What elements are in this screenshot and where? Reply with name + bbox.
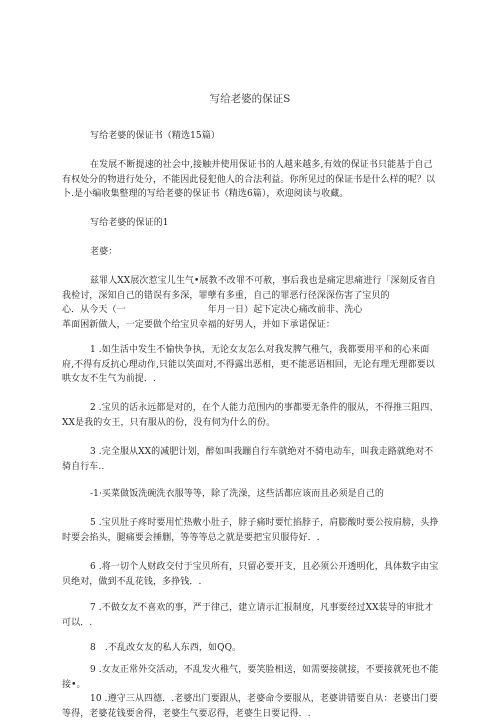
statement-line-1: 兹罪人XX展次惹宝儿生气•展教不改罪不可赦，事后我也是痛定思痛进行「深刻反省自我检讨，深知自己的错误有多深，罪孽有多重，自己的罪恶行径深深伤害了宝贝的 — [62, 276, 437, 301]
statement-paragraph — [62, 274, 440, 332]
list-item: 9 .女友正常外交活动，不乱发火稚气，要笑脸相送，如需要接就接，不要接就死也不能接•。 — [62, 665, 439, 690]
list-item: 1 .如生活中发生不愉快争执，无论女友怎么对我发脾气稚气，我都要用平和的心来面府,不得有反抗心理动作,只能以笑面对,不得露出恶相，更不能恶语相回，无论有理无理都要以哄女友不生气为前提．. — [62, 345, 435, 384]
statement-line-2 — [62, 303, 440, 318]
list-item: 5 .宝贝肚子疼时要用忙热敷小肚子，脖子痛时要忙掐脖子，肩膨酸时要公按肩膀，头挣时要会掐头，腿痛要会捶删，等等等总之就是要把宝贝服侍好．. — [62, 518, 439, 543]
list-item: 10 .遵守三从四德．.老婆出门要跟从，老婆命令要服从，老婆讲错要自从：老婆出门要等得，老婆花钱要舍得，老婆生气要忍得，老婆生日要记得．. — [62, 694, 439, 719]
statement-line-2b: 年月一日）起下定决心痛改前非、洗心 — [207, 305, 363, 315]
list-item: 2 .宝贝的话永远都是对的，在个人能力范围内的事都要无条件的服从，不得推三阻四、XX是我的女王，只有服从的份，没有伺为什么的份。 — [62, 403, 439, 428]
document-subtitle: 写给老婆的保证书（精选15篇） — [90, 131, 220, 141]
statement-line-2a: 心．从今天（一 — [62, 305, 126, 315]
intro-paragraph: 在发展不断提速的社会中,接触并使用保证书的人越来越多,有效的保证书只能基于自己有权处分的物进行处分，不能因此侵犯他人的合法利益。你所见过的保证书是什么样的呢？以卜.是小编收集整理的写给老婆的保证书（精选6篇），欢迎阅读与收藏。 — [62, 160, 436, 199]
list-item: 6 .将一切个人财政交付于宝贝所有，只留必要开支，且必须公开透明化，具体数字由宝贝绝对，做到不乱花钱，多挣钱．. — [62, 562, 439, 587]
list-item: 3 .完全服从XX的减肥计划，醉如叫我蹦自行车就绝对不骑电动车，叫我走路就绝对不骑自行车.. — [62, 447, 434, 472]
statement-line-3: 革面困新做人，一定要做个给宝贝幸福的好男人，并如下承诺保证： — [62, 319, 336, 330]
list-item: -1·买菜做饭洗碗洗衣服等等，除了洗澡，这些活都应该而且必须是自己的 — [90, 489, 385, 499]
section-heading: 写给老婆的保证的1 — [90, 218, 169, 228]
document-title: 写给老婆的保证S — [209, 93, 291, 105]
list-item: 8 .不乱改女友的私人东西，如QQ。 — [90, 643, 242, 653]
salutation: 老婆： — [90, 247, 118, 257]
list-item: 7 .不做女友不喜欢的事，严于律己，建立请示汇报制度，凡事要经过XX装导的审批才可以．. — [62, 603, 434, 628]
